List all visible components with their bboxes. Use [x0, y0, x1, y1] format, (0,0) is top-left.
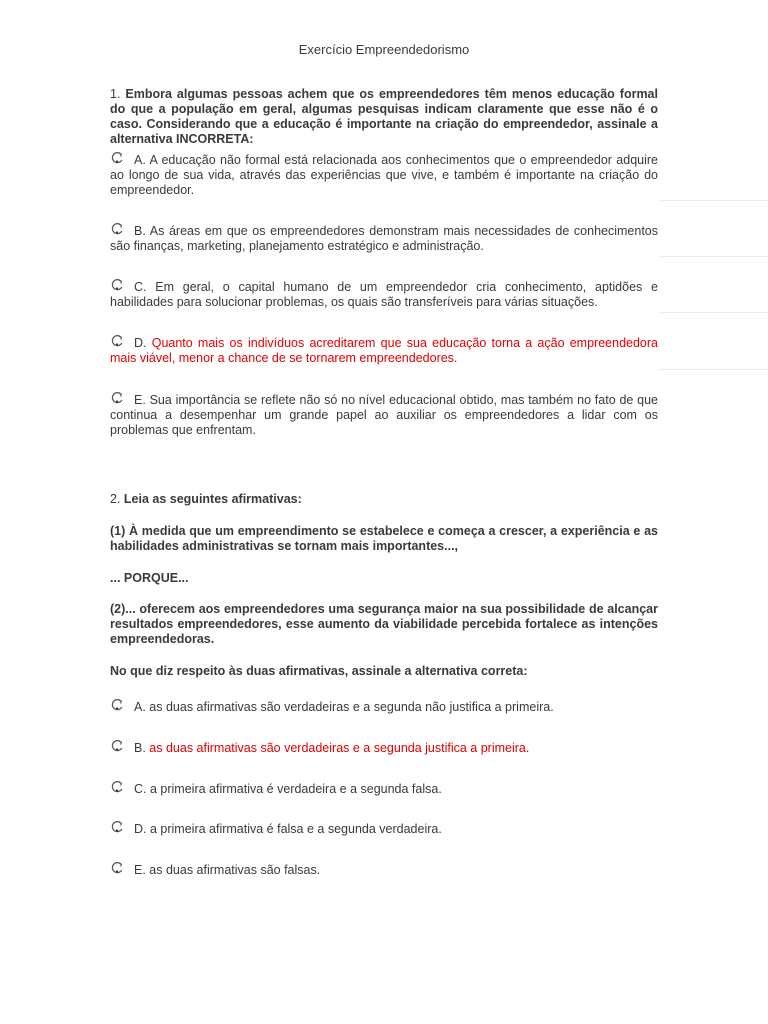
- q1-option-c[interactable]: [110, 278, 658, 310]
- option-letter: B.: [134, 741, 150, 755]
- question-1: [110, 87, 659, 437]
- option-letter: C.: [134, 782, 150, 796]
- question-1-stem: [110, 87, 658, 147]
- q2-option-c[interactable]: [110, 780, 658, 797]
- option-letter: B.: [134, 224, 150, 238]
- option-text: [110, 222, 658, 254]
- option-label: as duas afirmativas são falsas.: [149, 863, 321, 877]
- radio-button-icon[interactable]: [110, 861, 124, 875]
- radio-button-icon[interactable]: [110, 739, 124, 753]
- option-label: As áreas em que os empreendedores demonstram mais necessidades de conhecimentos são finanças, marketing, planejamento estratégico e administração.: [110, 224, 659, 253]
- option-text: [110, 820, 658, 837]
- option-text: [110, 151, 658, 198]
- radio-button-icon[interactable]: [110, 151, 124, 165]
- divider: [658, 369, 768, 370]
- question-number: 2.: [110, 492, 124, 506]
- radio-button-icon[interactable]: [110, 391, 124, 405]
- option-text: [110, 739, 658, 756]
- q2-option-d[interactable]: [110, 820, 658, 837]
- radio-button-icon[interactable]: [110, 780, 124, 794]
- q2-option-a[interactable]: [110, 698, 658, 715]
- option-text: [110, 391, 658, 438]
- q1-option-b[interactable]: [110, 222, 658, 254]
- q1-option-e[interactable]: [110, 391, 658, 438]
- radio-button-icon[interactable]: [110, 698, 124, 712]
- instruction-text: No que diz respeito às duas afirmativas, assinale a alternativa correta:: [110, 664, 528, 678]
- option-text: [110, 278, 658, 310]
- option-letter: D.: [134, 822, 150, 836]
- question-text: Embora algumas pessoas achem que os empreendedores têm menos educação formal do que a população em geral, algumas pesquisas indicam claramente que esse não é o caso. Considerando que a educação é importante na criação do empreendedor, assinale a alternativa INCORRETA:: [110, 87, 658, 146]
- option-label: A educação não formal está relacionada aos conhecimentos que o empreendedor adquire ao longo de sua vida, através das experiências que vive, e também é importante na criação do empreendedor.: [110, 153, 658, 197]
- option-letter: E.: [134, 393, 150, 407]
- option-text: [110, 334, 658, 366]
- divider: [658, 200, 768, 201]
- option-label: a primeira afirmativa é falsa e a segunda verdadeira.: [149, 822, 442, 836]
- option-text: [110, 861, 658, 878]
- divider: [658, 256, 768, 257]
- option-letter: D.: [134, 336, 152, 350]
- question-number: 1.: [110, 87, 126, 101]
- document-title: Exercício Empreendedorismo: [298, 42, 470, 57]
- option-label: a primeira afirmativa é verdadeira e a segunda falsa.: [149, 782, 442, 796]
- correct-answer-text: Quanto mais os indivíduos acreditarem que sua educação torna a ação empreendedora mais viável, menor a chance de se tornarem empreendedores.: [110, 336, 658, 365]
- question-text: Leia as seguintes afirmativas:: [123, 492, 302, 506]
- radio-button-icon[interactable]: [110, 820, 124, 834]
- option-text: [110, 698, 658, 715]
- q2-option-e[interactable]: [110, 861, 658, 878]
- option-letter: C.: [134, 280, 156, 294]
- radio-button-icon[interactable]: [110, 278, 124, 292]
- q2-option-b[interactable]: [110, 739, 658, 756]
- question-2: [110, 492, 658, 877]
- correct-answer-text: as duas afirmativas são verdadeiras e a segunda justifica a primeira.: [149, 741, 530, 755]
- q1-option-a[interactable]: [110, 151, 658, 198]
- option-letter: A.: [134, 153, 150, 167]
- option-letter: E.: [134, 863, 150, 877]
- radio-button-icon[interactable]: [110, 222, 124, 236]
- option-letter: A.: [134, 700, 150, 714]
- question-2-stem: [110, 492, 658, 507]
- option-label: Em geral, o capital humano de um empreendedor cria conhecimento, aptidões e habilidades para solucionar problemas, os quais são transferíveis para várias situações.: [110, 280, 658, 309]
- option-text: [110, 780, 658, 797]
- option-label: Sua importância se reflete não só no nível educacional obtido, mas também no fato de que continua a desempenhar um grande papel ao auxiliar os empreendedores a lidar com os problemas que enfrentam.: [110, 393, 658, 437]
- radio-button-icon[interactable]: [110, 334, 124, 348]
- connector-text: ... PORQUE...: [110, 571, 189, 585]
- option-label: as duas afirmativas são verdadeiras e a segunda não justifica a primeira.: [149, 700, 554, 714]
- divider: [658, 312, 768, 313]
- statement-1: (1) À medida que um empreendimento se estabelece e começa a crescer, a experiência e as habilidades administrativas se tornam mais importantes...,: [110, 524, 658, 553]
- q1-option-d[interactable]: [110, 334, 658, 366]
- statement-2: (2)... oferecem aos empreendedores uma segurança maior na sua possibilidade de alcançar resultados empreendedores, esse aumento da viabilidade percebida fortalece as intenções empreendedoras.: [110, 602, 658, 646]
